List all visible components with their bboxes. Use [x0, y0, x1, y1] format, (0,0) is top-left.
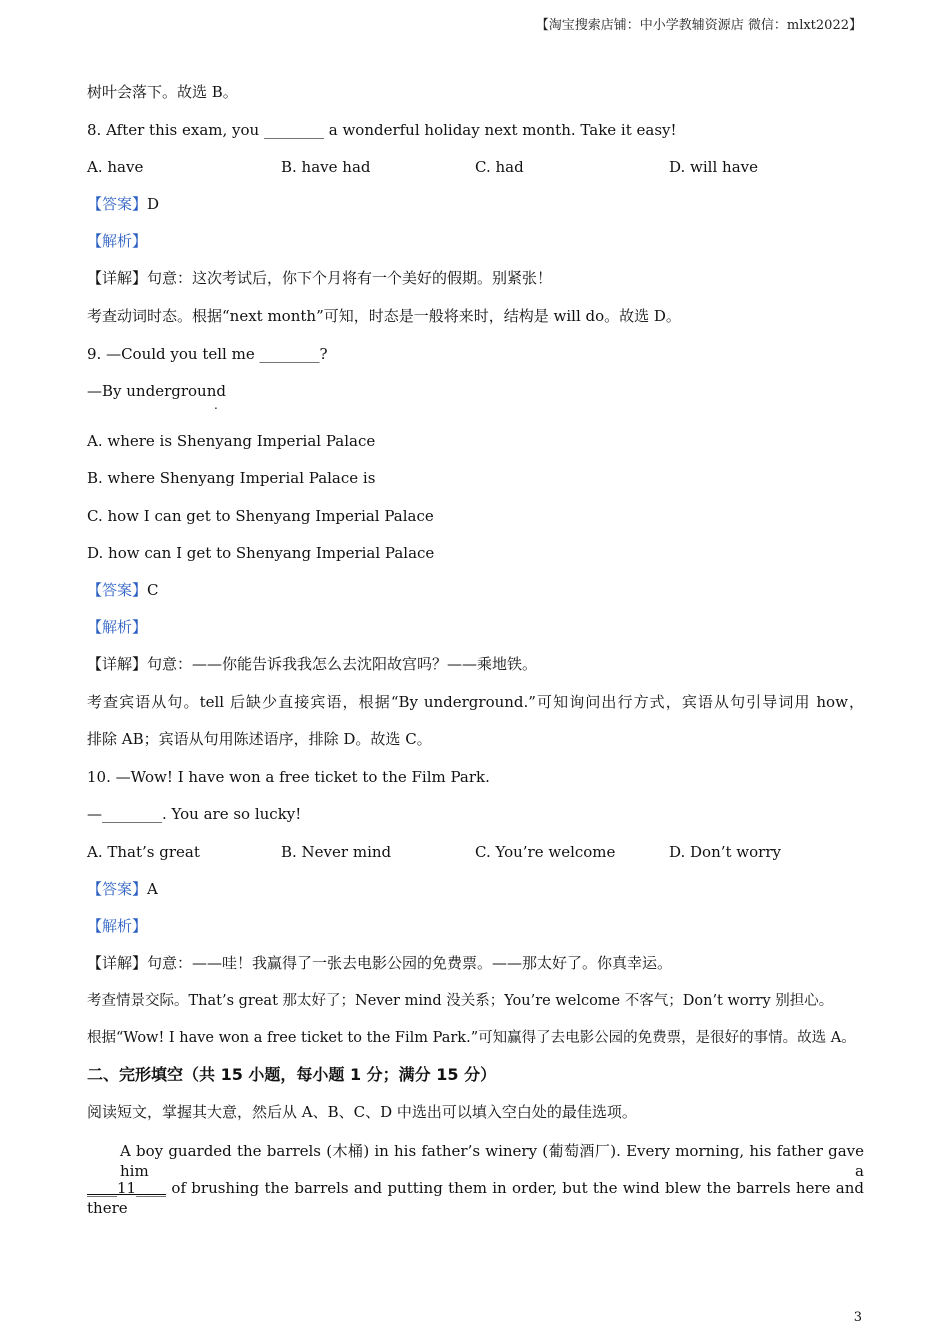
- q10-detail-2: 考查情景交际。That’s great 那太好了；Never mind 没关系；You’re welcome 不客气；Don’t worry 别担心。: [87, 993, 834, 1009]
- q8-detail-1: 【详解】句意：这次考试后，你下个月将有一个美好的假期。别紧张！: [87, 269, 553, 287]
- q9-option-a: A. where is Shenyang Imperial Palace: [87, 432, 376, 450]
- q8-analysis-tag: 【解析】: [87, 232, 148, 250]
- answer-tag: 【答案】: [87, 880, 148, 898]
- q10-option-c: C. You’re welcome: [475, 843, 616, 861]
- q9-option-b: B. where Shenyang Imperial Palace is: [87, 469, 376, 487]
- answer-value: C: [147, 581, 159, 599]
- stray-dot: .: [214, 398, 218, 412]
- q8-option-a: A. have: [87, 158, 144, 176]
- q10-option-d: D. Don’t worry: [669, 843, 781, 861]
- q9-option-d: D. how can I get to Shenyang Imperial Palace: [87, 544, 435, 562]
- q10-detail-3: 根据“Wow! I have won a free ticket to the Film Park.”可知赢得了去电影公园的免费票，是很好的事情。故选 A。: [87, 1030, 856, 1046]
- page-number: 3: [853, 1310, 862, 1325]
- q8-option-c: C. had: [475, 158, 524, 176]
- q9-answer: [87, 580, 159, 600]
- q10-answer: [87, 879, 158, 899]
- q10-reply: —________. You are so lucky!: [87, 805, 302, 823]
- passage-text: of brushing the barrels and putting them in order, but the wind blew the barrels here and there: [87, 1179, 864, 1217]
- q9-detail-1: 【详解】句意：——你能告诉我我怎么去沈阳故宫吗？——乘地铁。: [87, 655, 538, 673]
- question-10: 10. —Wow! I have won a free ticket to the Film Park.: [87, 768, 490, 786]
- text-line: 树叶会落下。故选 B。: [87, 83, 238, 101]
- section-instructions: 阅读短文，掌握其大意，然后从 A、B、C、D 中选出可以填入空白处的最佳选项。: [87, 1103, 637, 1121]
- q9-analysis-tag: 【解析】: [87, 618, 148, 636]
- q8-answer: [87, 194, 159, 214]
- passage-line-1: A boy guarded the barrels (木桶) in his father’s winery (葡萄酒厂). Every morning, his father gave him a: [120, 1142, 864, 1180]
- q10-analysis-tag: 【解析】: [87, 917, 148, 935]
- question-9: 9. —Could you tell me ________?: [87, 345, 328, 363]
- q8-option-d: D. will have: [669, 158, 758, 176]
- q10-option-a: A. That’s great: [87, 843, 200, 861]
- q9-detail-3: 排除 AB；宾语从句用陈述语序，排除 D。故选 C。: [87, 730, 432, 748]
- question-8: 8. After this exam, you ________ a wonderful holiday next month. Take it easy!: [87, 121, 677, 139]
- answer-value: D: [147, 195, 160, 213]
- section-heading: 二、完形填空（共 15 小题，每小题 1 分；满分 15 分）: [87, 1065, 497, 1084]
- q8-option-b: B. have had: [281, 158, 371, 176]
- q8-detail-2: 考查动词时态。根据“next month”可知，时态是一般将来时，结构是 will do。故选 D。: [87, 307, 681, 325]
- page-header: 【淘宝搜索店铺：中小学教辅资源店 微信：mlxt2022】: [535, 18, 862, 33]
- q10-option-b: B. Never mind: [281, 843, 392, 861]
- answer-tag: 【答案】: [87, 581, 148, 599]
- q9-detail-2: 考查宾语从句。tell 后缺少直接宾语，根据“By underground.”可知询问出行方式，宾语从句引导词用 how，: [87, 693, 864, 711]
- q9-option-c: C. how I can get to Shenyang Imperial Palace: [87, 507, 434, 525]
- q9-reply: —By underground: [87, 382, 226, 400]
- answer-tag: 【答案】: [87, 195, 148, 213]
- passage-line-2: [87, 1178, 864, 1218]
- answer-value: A: [147, 880, 158, 898]
- blank-11: ____11____: [87, 1179, 167, 1197]
- q10-detail-1: 【详解】句意：——哇！我赢得了一张去电影公园的免费票。——那太好了。你真幸运。: [87, 954, 673, 972]
